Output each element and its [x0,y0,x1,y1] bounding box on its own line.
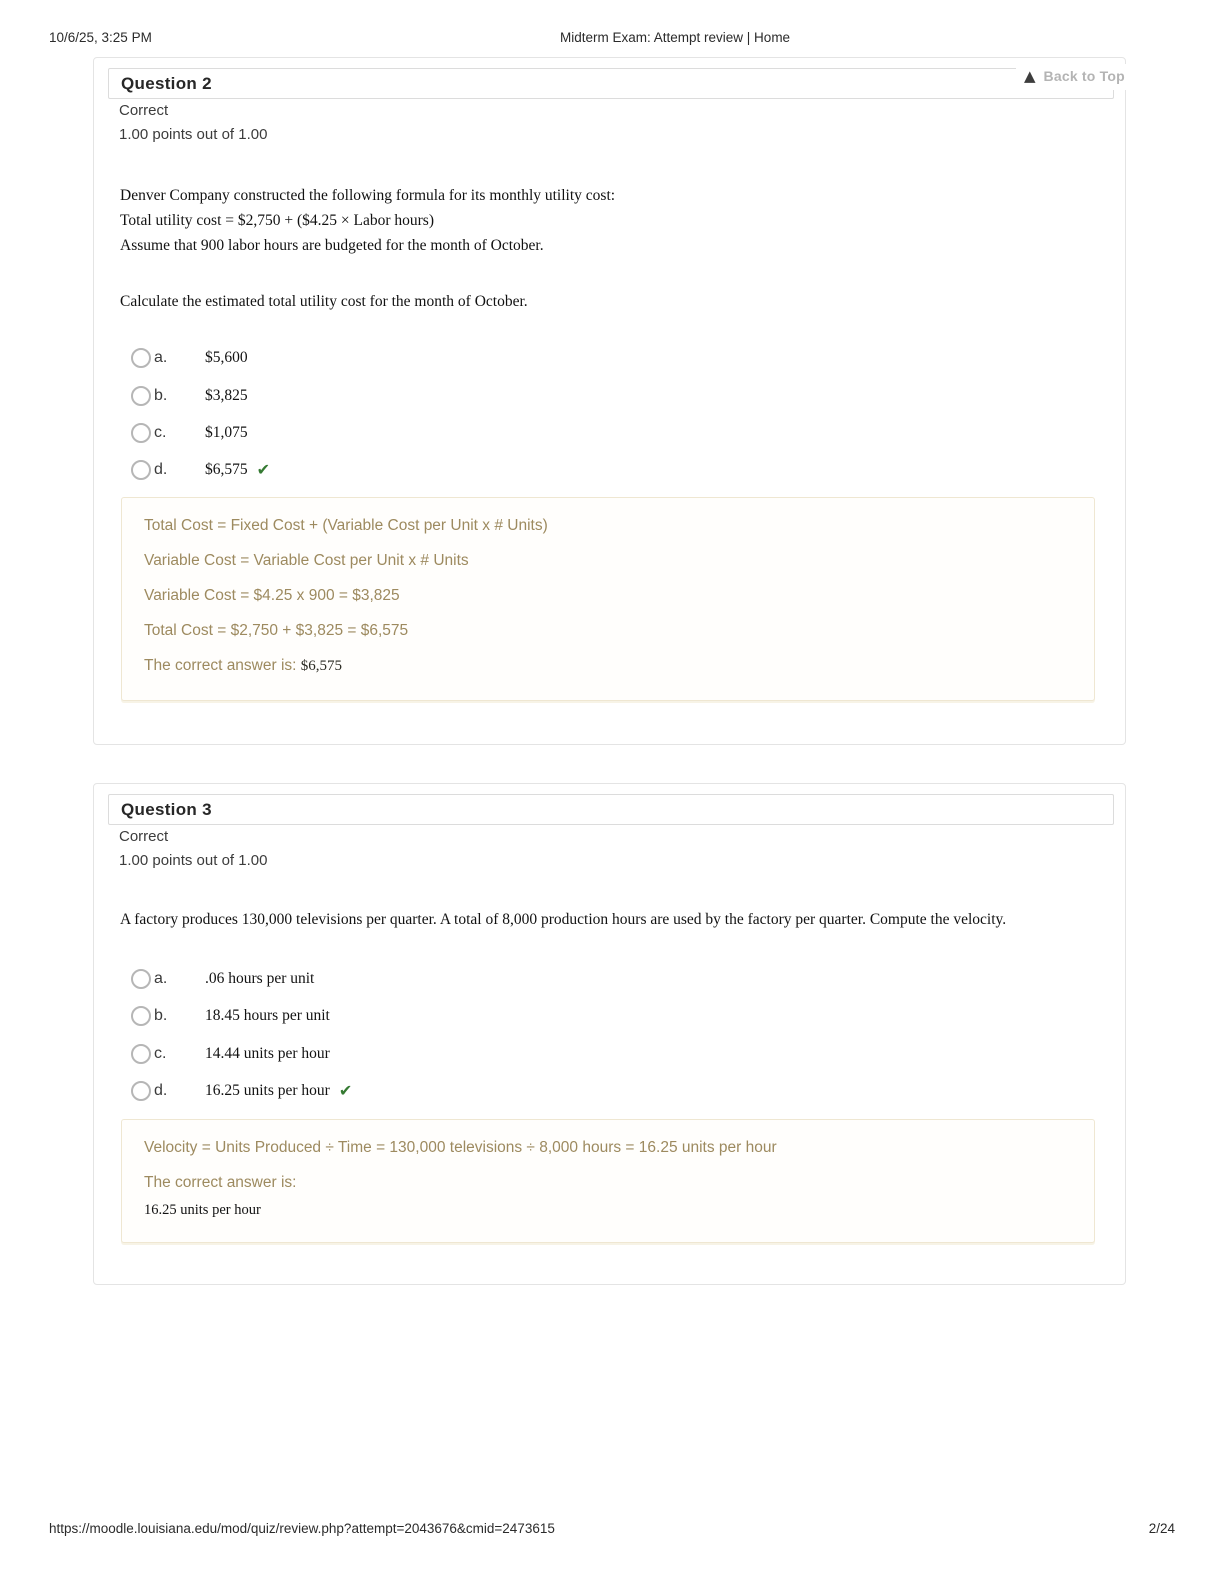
question-2-option-a[interactable] [131,346,248,370]
option-text: 16.25 units per hour [205,1082,330,1099]
feedback-line: Total Cost = $2,750 + $3,825 = $6,575 [144,622,409,639]
correct-answer-value: 16.25 units per hour [144,1202,261,1218]
option-text: 18.45 hours per unit [205,1007,330,1024]
correct-answer-label: The correct answer is: [144,657,297,674]
feedback-line: Total Cost = Fixed Cost + (Variable Cost per Unit x # Units) [144,517,548,534]
option-text: $3,825 [205,387,248,404]
option-letter: c. [154,424,167,441]
print-footer-page-number: 2/24 [1148,1521,1175,1536]
question-2-prompt-line: Assume that 900 labor hours are budgeted for the month of October. [120,237,544,254]
question-2-option-d[interactable] [131,458,270,482]
option-letter: b. [154,387,168,404]
radio-button[interactable] [131,1081,151,1101]
print-footer-url: https://moodle.louisiana.edu/mod/quiz/review.php?attempt=2043676&cmid=2473615 [49,1521,555,1536]
question-3-option-b[interactable] [131,1004,330,1028]
question-3-prompt: A factory produces 130,000 televisions per quarter. A total of 8,000 production hours are used by the factory per quarter. Compute the velocity. [120,911,1007,928]
correct-answer-label: The correct answer is: [144,1174,297,1191]
option-letter: c. [154,1045,167,1062]
feedback-line: Velocity = Units Produced ÷ Time = 130,000 televisions ÷ 8,000 hours = 16.25 units per hour [144,1139,777,1156]
option-letter: b. [154,1007,168,1024]
radio-button[interactable] [131,1044,151,1064]
question-2-title: Question 2 [121,73,212,93]
feedback-line: Variable Cost = Variable Cost per Unit x # Units [144,552,469,569]
up-triangle-icon: ▲ [1024,66,1036,85]
correct-answer-line [144,655,1070,677]
question-2-grade: 1.00 points out of 1.00 [119,126,268,143]
radio-button[interactable] [131,423,151,443]
question-2-option-b[interactable] [131,384,248,408]
question-2-prompt-line: Total utility cost = $2,750 + ($4.25 × Labor hours) [120,212,435,229]
question-3-card [93,783,1126,1285]
question-2-header [108,68,1114,99]
question-2-option-c[interactable] [131,421,248,445]
back-to-top-label: Back to Top [1043,68,1125,84]
option-text: $6,575 [205,461,248,478]
page-title: Midterm Exam: Attempt review | Home [560,30,791,45]
option-letter: a. [154,349,168,366]
option-text: .06 hours per unit [205,970,315,987]
option-letter: d. [154,461,168,478]
correct-check-icon: ✔ [338,1081,353,1100]
question-3-title: Question 3 [121,799,212,819]
question-3-grade: 1.00 points out of 1.00 [119,852,268,869]
question-3-feedback-box [121,1119,1095,1243]
option-text: $5,600 [205,349,248,366]
radio-button[interactable] [131,1006,151,1026]
print-timestamp: 10/6/25, 3:25 PM [49,30,152,45]
question-3-option-d[interactable] [131,1079,352,1103]
radio-button[interactable] [131,386,151,406]
radio-button[interactable] [131,969,151,989]
question-3-option-c[interactable] [131,1042,330,1066]
radio-button[interactable] [131,460,151,480]
question-2-prompt-line: Denver Company constructed the following formula for its monthly utility cost: [120,187,616,204]
back-to-top-link[interactable] [1016,64,1135,90]
question-2-prompt-question: Calculate the estimated total utility cost for the month of October. [120,293,528,310]
question-2-status: Correct [119,102,169,119]
option-letter: a. [154,970,168,987]
question-3-option-a[interactable] [131,967,314,991]
option-letter: d. [154,1082,168,1099]
radio-button[interactable] [131,348,151,368]
correct-answer-value: $6,575 [300,658,343,674]
question-2-feedback-box [121,497,1095,701]
option-text: $1,075 [205,424,248,441]
question-3-status: Correct [119,828,169,845]
question-2-card [93,57,1126,745]
question-3-header [108,794,1114,825]
feedback-line: Variable Cost = $4.25 x 900 = $3,825 [144,587,400,604]
correct-check-icon: ✔ [256,460,271,479]
option-text: 14.44 units per hour [205,1045,330,1062]
